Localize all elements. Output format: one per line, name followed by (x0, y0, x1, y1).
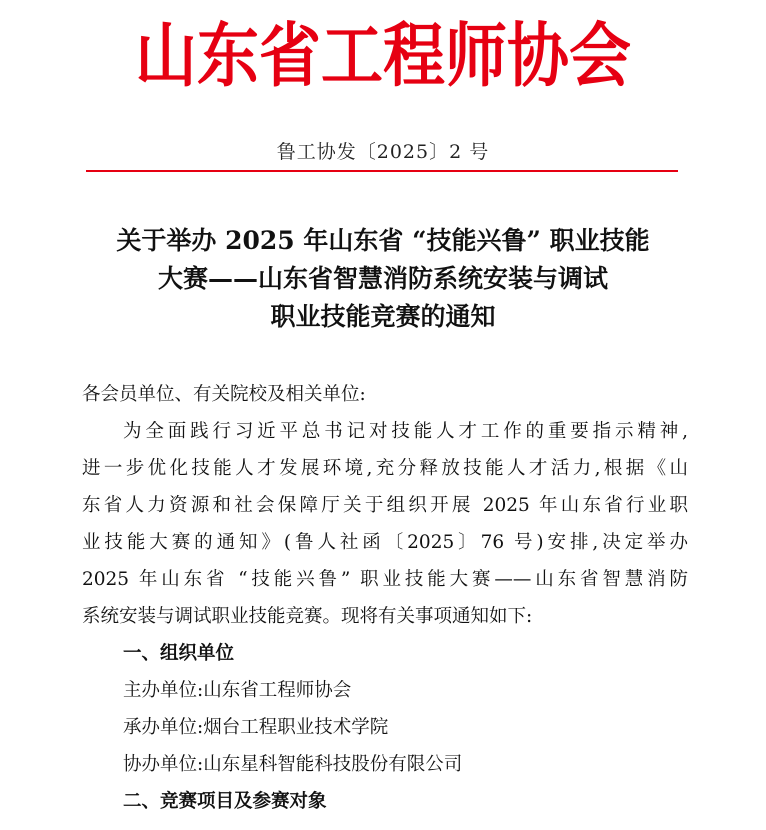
paragraph-line: 系统安装与调试职业技能竞赛。现将有关事项通知如下: (82, 606, 533, 627)
notice-title-line-1: 关于举办 2025 年山东省 “技能兴鲁” 职业技能 (116, 226, 650, 255)
section-heading-competition: 二、竞赛项目及参赛对象 (123, 791, 327, 812)
paragraph-line: 2025 年山东省 “技能兴鲁” 职业技能大赛——山东省智慧消防 (82, 569, 688, 590)
organizer-co-organizer: 协办单位:山东星科智能科技股份有限公司 (123, 754, 463, 775)
section-heading-organizers: 一、组织单位 (123, 643, 235, 664)
notice-title-line-2: 大赛——山东省智慧消防系统安装与调试 (157, 264, 608, 293)
notice-body (82, 376, 688, 820)
paragraph-line: 业技能大赛的通知》(鲁人社函〔2025〕76 号)安排,决定举办 (82, 532, 688, 553)
red-divider-line (86, 170, 678, 172)
paragraph-line: 东省人力资源和社会保障厅关于组织开展 2025 年山东省行业职 (82, 495, 688, 516)
paragraph-line: 为全面践行习近平总书记对技能人才工作的重要指示精神, (123, 421, 688, 442)
salutation: 各会员单位、有关院校及相关单位: (82, 384, 366, 405)
organization-letterhead: 山东省工程师协会 (134, 14, 631, 97)
notice-title-line-3: 职业技能竞赛的通知 (270, 302, 496, 331)
paragraph-line: 进一步优化技能人才发展环境,充分释放技能人才活力,根据《山 (82, 458, 688, 479)
document-number: 鲁工协发〔2025〕2 号 (276, 141, 490, 163)
organizer-undertaker: 承办单位:烟台工程职业技术学院 (123, 717, 389, 738)
organizer-host: 主办单位:山东省工程师协会 (123, 680, 352, 701)
notice-title (40, 222, 726, 336)
